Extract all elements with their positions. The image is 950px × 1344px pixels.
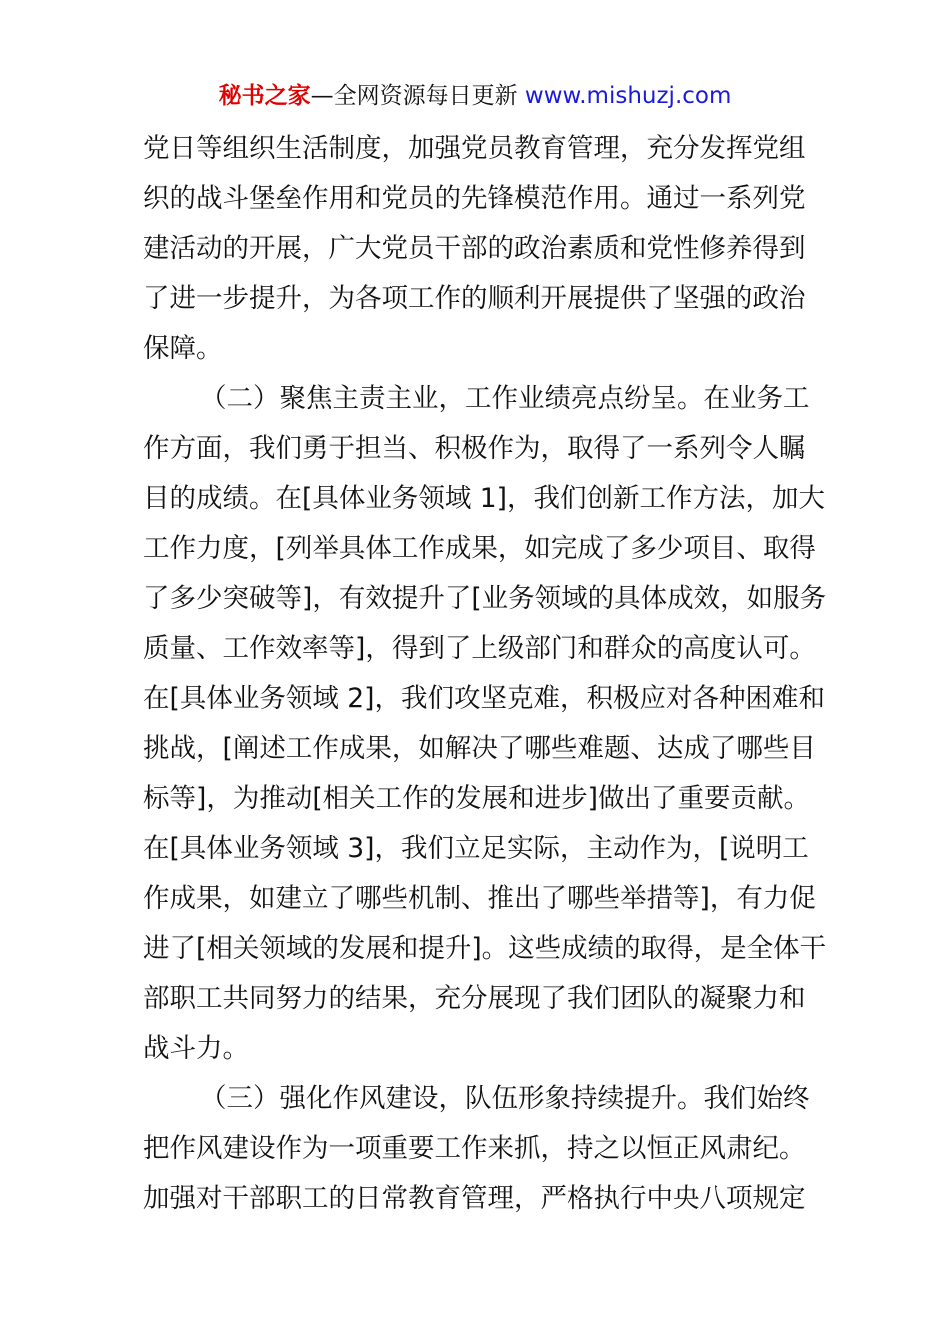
body-line: 加强对干部职工的日常教育管理，严格执行中央八项规定 — [143, 1183, 806, 1214]
body-line: 战斗力。 — [143, 1033, 249, 1064]
body-line: 党日等组织生活制度，加强党员教育管理，充分发挥党组 — [143, 133, 806, 164]
body-line: 了多少突破等]，有效提升了[业务领域的具体成效，如服务 — [143, 583, 827, 614]
section-heading-line: （三）强化作风建设，队伍形象持续提升。我们始终 — [200, 1083, 810, 1114]
body-line: 质量、工作效率等]，得到了上级部门和群众的高度认可。 — [143, 633, 816, 664]
section-heading-line: （二）聚焦主责主业，工作业绩亮点纷呈。在业务工 — [200, 383, 810, 414]
document-body — [143, 124, 827, 1224]
body-line: 目的成绩。在[具体业务领域 1]，我们创新工作方法，加大 — [143, 483, 825, 514]
brand-name: 秘书之家 — [218, 83, 311, 109]
body-line: 保障。 — [143, 333, 223, 364]
body-line: 进了[相关领域的发展和提升]。这些成绩的取得，是全体干 — [143, 933, 827, 964]
site-url[interactable]: www.mishuzj.com — [524, 83, 732, 109]
body-line: 部职工共同努力的结果，充分展现了我们团队的凝聚力和 — [143, 983, 806, 1014]
body-line: 在[具体业务领域 2]，我们攻坚克难，积极应对各种困难和 — [143, 683, 825, 714]
body-line: 在[具体业务领域 3]，我们立足实际，主动作为，[说明工 — [143, 833, 809, 864]
body-line: 作成果，如建立了哪些机制、推出了哪些举措等]，有力促 — [143, 883, 816, 914]
body-line: 作方面，我们勇于担当、积极作为，取得了一系列令人瞩 — [143, 433, 806, 464]
body-line: 了进一步提升，为各项工作的顺利开展提供了坚强的政治 — [143, 283, 806, 314]
page-header — [0, 80, 950, 112]
body-line: 建活动的开展，广大党员干部的政治素质和党性修养得到 — [143, 233, 806, 264]
body-line: 挑战，[阐述工作成果，如解决了哪些难题、达成了哪些目 — [143, 733, 816, 764]
body-line: 工作力度，[列举具体工作成果，如完成了多少项目、取得 — [143, 533, 816, 564]
body-line: 织的战斗堡垒作用和党员的先锋模范作用。通过一系列党 — [143, 183, 806, 214]
body-line: 把作风建设作为一项重要工作来抓，持之以恒正风肃纪。 — [143, 1133, 806, 1164]
header-tagline: —全网资源每日更新 — [310, 83, 525, 109]
body-line: 标等]，为推动[相关工作的发展和进步]做出了重要贡献。 — [143, 783, 811, 814]
